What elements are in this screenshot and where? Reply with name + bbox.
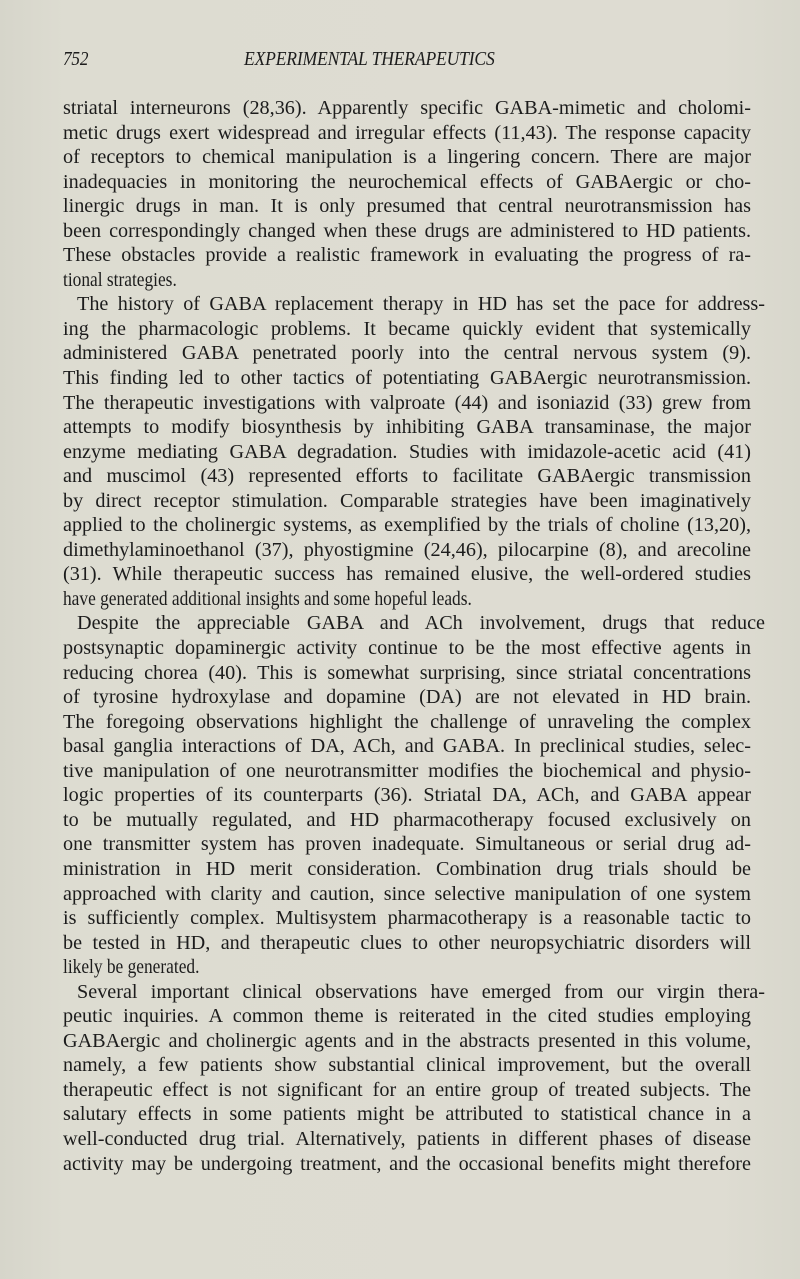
text-line: likely be generated.: [63, 956, 200, 979]
text-line: ing the pharmacologic problems. It became quickly evident that systemically: [63, 317, 751, 340]
text-line: ministration in HD merit consideration. Combination drug trials should be: [63, 857, 751, 880]
body-text: [63, 96, 765, 1176]
text-line: be tested in HD, and therapeutic clues to other neuropsychiatric disorders will: [63, 931, 751, 954]
paragraph: [63, 96, 751, 292]
text-line: Several important clinical observations have emerged from our virgin thera-: [77, 980, 765, 1003]
text-line: The foregoing observations highlight the challenge of unraveling the complex: [63, 710, 751, 733]
text-line: GABAergic and cholinergic agents and in the abstracts presented in this volume,: [63, 1029, 751, 1052]
paragraph: [63, 292, 765, 611]
running-head: EXPERIMENTAL THERAPEUTICS: [244, 48, 495, 70]
text-line: activity may be undergoing treatment, and the occasional benefits might therefore: [63, 1152, 751, 1175]
text-line: basal ganglia interactions of DA, ACh, and GABA. In preclinical studies, selec-: [63, 735, 751, 758]
text-line: by direct receptor stimulation. Comparable strategies have been imaginatively: [63, 489, 751, 512]
text-line: tional strategies.: [63, 268, 177, 291]
text-line: and muscimol (43) represented efforts to facilitate GABAergic transmission: [63, 465, 751, 488]
paragraph: [63, 980, 765, 1176]
text-line: metic drugs exert widespread and irregular effects (11,43). The response capacity: [63, 121, 751, 144]
text-line: This finding led to other tactics of potentiating GABAergic neurotransmission.: [63, 367, 751, 390]
text-line: enzyme mediating GABA degradation. Studies with imidazole-acetic acid (41): [63, 440, 751, 463]
text-line: administered GABA penetrated poorly into the central nervous system (9).: [63, 342, 751, 365]
text-line: therapeutic effect is not significant for an entire group of treated subjects. The: [63, 1078, 751, 1101]
text-line: The history of GABA replacement therapy in HD has set the pace for address-: [77, 293, 765, 316]
text-line: The therapeutic investigations with valproate (44) and isoniazid (33) grew from: [63, 391, 751, 414]
text-line: striatal interneurons (28,36). Apparently specific GABA-mimetic and cholomi-: [63, 97, 751, 119]
text-line: approached with clarity and caution, since selective manipulation of one system: [63, 882, 751, 905]
text-line: to be mutually regulated, and HD pharmacotherapy focused exclusively on: [63, 808, 751, 831]
paragraph: [63, 611, 765, 979]
page-header: [63, 48, 753, 76]
text-line: applied to the cholinergic systems, as exemplified by the trials of choline (13,20),: [63, 514, 751, 537]
text-line: of tyrosine hydroxylase and dopamine (DA) are not elevated in HD brain.: [63, 686, 751, 709]
page-number: 752: [63, 48, 89, 70]
text-line: been correspondingly changed when these drugs are administered to HD patients.: [63, 219, 751, 242]
text-line: These obstacles provide a realistic framework in evaluating the progress of ra-: [63, 244, 751, 267]
text-line: of receptors to chemical manipulation is a lingering concern. There are major: [63, 146, 751, 169]
text-line: Despite the appreciable GABA and ACh involvement, drugs that reduce: [77, 612, 765, 635]
text-line: reducing chorea (40). This is somewhat surprising, since striatal concentrations: [63, 661, 751, 684]
text-line: namely, a few patients show substantial clinical improvement, but the overall: [63, 1054, 751, 1077]
text-line: salutary effects in some patients might be attributed to statistical chance in a: [63, 1103, 751, 1126]
text-line: linergic drugs in man. It is only presumed that central neurotransmission has: [63, 195, 751, 218]
text-line: inadequacies in monitoring the neurochemical effects of GABAergic or cho-: [63, 170, 751, 193]
text-line: tive manipulation of one neurotransmitter modifies the biochemical and physio-: [63, 759, 751, 782]
text-line: one transmitter system has proven inadequate. Simultaneous or serial drug ad-: [63, 833, 751, 856]
text-line: (31). While therapeutic success has remained elusive, the well-ordered studies: [63, 563, 751, 586]
text-line: dimethylaminoethanol (37), phyostigmine (24,46), pilocarpine (8), and arecoline: [63, 538, 751, 561]
text-line: postsynaptic dopaminergic activity continue to be the most effective agents in: [63, 637, 751, 660]
text-line: is sufficiently complex. Multisystem pharmacotherapy is a reasonable tactic to: [63, 907, 751, 930]
text-line: logic properties of its counterparts (36). Striatal DA, ACh, and GABA appear: [63, 784, 751, 807]
text-line: attempts to modify biosynthesis by inhibiting GABA transaminase, the major: [63, 416, 751, 439]
text-line: well-conducted drug trial. Alternatively, patients in different phases of disease: [63, 1127, 751, 1150]
text-line: peutic inquiries. A common theme is reiterated in the cited studies employing: [63, 1005, 751, 1028]
text-line: have generated additional insights and some hopeful leads.: [63, 587, 472, 610]
